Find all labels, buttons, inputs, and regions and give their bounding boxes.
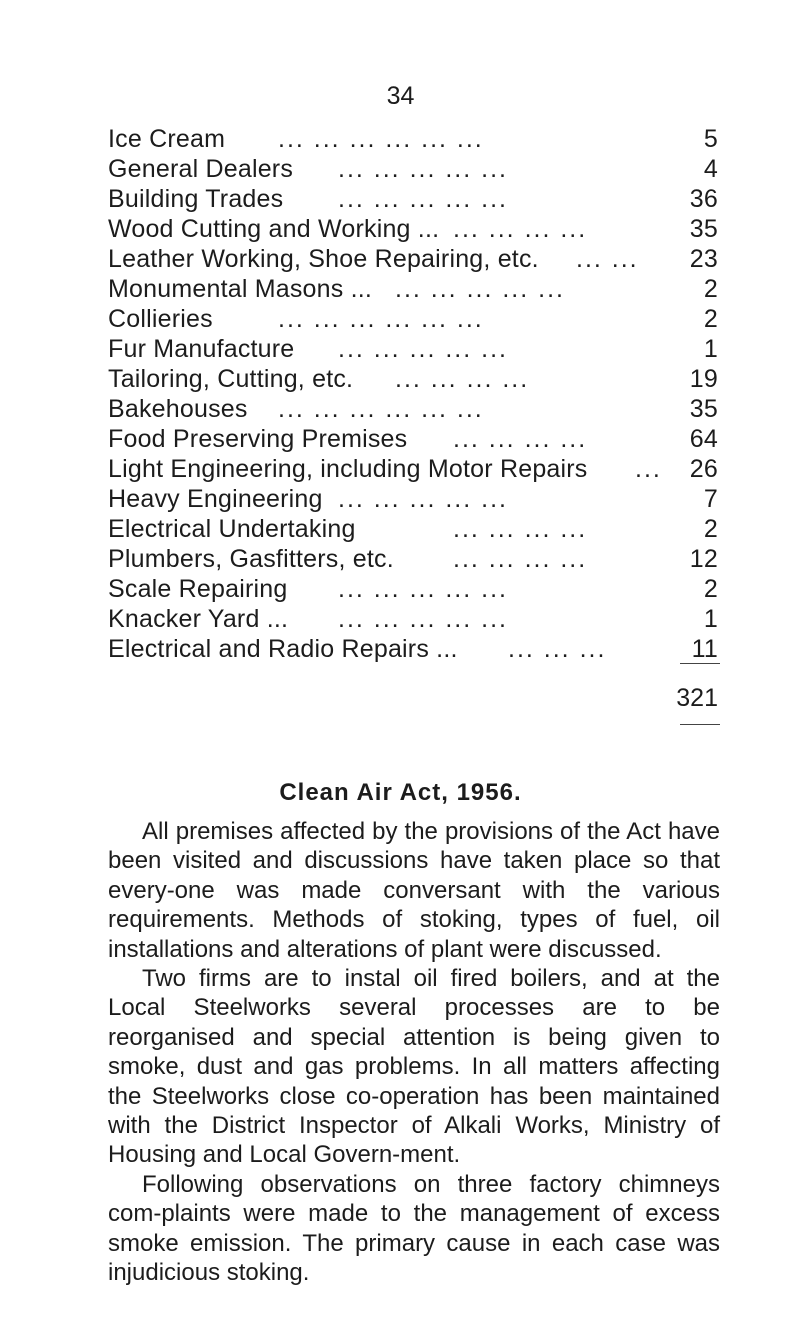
paragraph: Following observations on three factory chimneys com-plaints were made to the management of excess smoke emission. The primary cause in each case was injudicious stoking. xyxy=(108,1170,720,1287)
paragraph: Two firms are to instal oil fired boilers, and at the Local Steelworks several processes are to be reorganised and special attention is being given to smoke, dust and gas problems. In all matters affecting the Steelworks close co-operation has been maintained with the District Inspector of Alkali Works, Ministry of Housing and Local Govern-ment. xyxy=(108,965,720,1169)
row-value: 2 xyxy=(703,275,718,303)
row-label: General Dealers xyxy=(108,155,294,183)
row-label: Electrical and Radio Repairs ... xyxy=(108,635,458,663)
row-label: Building Trades xyxy=(108,185,284,213)
leader-dots: ... ... ... ... ... xyxy=(338,485,508,513)
premises-table xyxy=(108,124,718,664)
row-value: 1 xyxy=(703,335,718,363)
table-row xyxy=(108,394,718,424)
leader-dots: ... ... ... ... ... xyxy=(338,335,508,363)
row-value: 23 xyxy=(689,245,718,273)
row-label: Ice Cream xyxy=(108,125,226,153)
table-row xyxy=(108,244,718,274)
leader-dots: ... ... ... ... ... ... xyxy=(278,395,484,423)
leader-dots: ... ... ... xyxy=(508,635,607,663)
table-row xyxy=(108,574,718,604)
row-label: Plumbers, Gasfitters, etc. xyxy=(108,545,394,573)
section-body xyxy=(108,817,720,1288)
table-row xyxy=(108,304,718,334)
row-value: 64 xyxy=(689,425,718,453)
total-rule-top xyxy=(680,663,720,664)
leader-dots: ... ... xyxy=(576,245,639,273)
row-value: 1 xyxy=(703,605,718,633)
row-label: Light Engineering, including Motor Repairs xyxy=(108,455,588,483)
table-row xyxy=(108,214,718,244)
row-label: Scale Repairing xyxy=(108,575,288,603)
leader-dots: ... ... ... ... ... xyxy=(338,185,508,213)
leader-dots: ... ... ... ... ... xyxy=(395,275,565,303)
row-value: 26 xyxy=(689,455,718,483)
leader-dots: ... ... ... ... xyxy=(453,425,588,453)
leader-dots: ... ... ... ... ... xyxy=(338,155,508,183)
row-label: Knacker Yard ... xyxy=(108,605,289,633)
row-label: Tailoring, Cutting, etc. xyxy=(108,365,354,393)
row-value: 12 xyxy=(689,545,718,573)
total-rule-bottom xyxy=(680,724,720,725)
row-label: Leather Working, Shoe Repairing, etc. xyxy=(108,245,539,273)
leader-dots: ... xyxy=(635,455,662,483)
leader-dots: ... ... ... ... ... ... xyxy=(278,305,484,333)
leader-dots: ... ... ... ... xyxy=(395,365,530,393)
row-value: 5 xyxy=(703,125,718,153)
row-value: 4 xyxy=(703,155,718,183)
leader-dots: ... ... ... ... xyxy=(453,215,588,243)
row-label: Collieries xyxy=(108,305,213,333)
table-row xyxy=(108,334,718,364)
table-row xyxy=(108,484,718,514)
leader-dots: ... ... ... ... ... ... xyxy=(278,125,484,153)
row-value: 2 xyxy=(703,515,718,543)
paragraph: All premises affected by the provisions of the Act have been visited and discussions have taken place so that every-one was made conversant with the various requirements. Methods of stoking, types of fuel, oil installations and alterations of plant were discussed. xyxy=(108,818,720,963)
table-row xyxy=(108,634,718,664)
row-value: 36 xyxy=(689,185,718,213)
row-label: Food Preserving Premises xyxy=(108,425,408,453)
table-row xyxy=(108,544,718,574)
row-label: Electrical Undertaking xyxy=(108,515,356,543)
table-row xyxy=(108,604,718,634)
section-heading: Clean Air Act, 1956. xyxy=(279,779,522,806)
table-row xyxy=(108,364,718,394)
table-row xyxy=(108,424,718,454)
row-label: Monumental Masons ... xyxy=(108,275,373,303)
row-value: 11 xyxy=(691,635,718,663)
row-label: Wood Cutting and Working ... xyxy=(108,215,440,243)
row-value: 35 xyxy=(689,395,718,423)
page-number: 34 xyxy=(386,82,415,110)
row-label: Heavy Engineering xyxy=(108,485,323,513)
row-label: Bakehouses xyxy=(108,395,248,423)
leader-dots: ... ... ... ... ... xyxy=(338,575,508,603)
table-row xyxy=(108,274,718,304)
table-total: 321 xyxy=(676,684,718,712)
row-value: 7 xyxy=(703,485,718,513)
row-value: 2 xyxy=(703,575,718,603)
row-label: Fur Manufacture xyxy=(108,335,295,363)
table-row xyxy=(108,124,718,154)
table-row xyxy=(108,454,718,484)
table-row xyxy=(108,184,718,214)
leader-dots: ... ... ... ... xyxy=(453,515,588,543)
row-value: 2 xyxy=(703,305,718,333)
row-value: 35 xyxy=(689,215,718,243)
leader-dots: ... ... ... ... xyxy=(453,545,588,573)
row-value: 19 xyxy=(689,365,718,393)
table-row xyxy=(108,154,718,184)
leader-dots: ... ... ... ... ... xyxy=(338,605,508,633)
table-row xyxy=(108,514,718,544)
